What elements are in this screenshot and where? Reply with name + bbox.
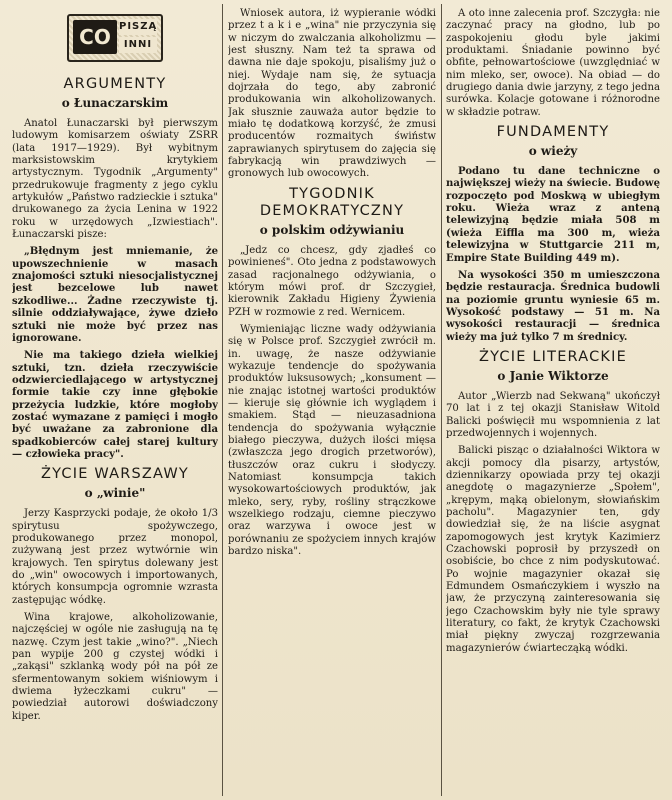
column-rule [222, 4, 223, 796]
section-subtitle-fundamenty: o wieży [528, 144, 578, 159]
column-rule [441, 4, 442, 796]
section-subtitle-zycie-literackie: o Janie Wiktorze [497, 368, 609, 383]
article-paragraph: Na wysokości 350 m umieszczona będzie restauracja. Średnica budowli na poziomie gruntu wyniesie 65 m. Wysokość podstawy — 51 m. Na wysokości restauracji — średnica wieży ma już tylko 7 m średnicy. [446, 269, 660, 343]
logo-pisza: PISZĄ [119, 19, 157, 35]
section-title-argumenty: ARGUMENTY [63, 76, 167, 92]
column-1 [12, 8, 218, 796]
section-subtitle-argumenty: o Łunaczarskim [61, 96, 169, 110]
article-paragraph: „Błędnym jest mniemanie, że upowszechnienie w masach znajomości sztuki niesocjalistycznej jest bezcelowe lub nawet szkodliwe... Żadne rzeczywiste tj. silnie oddziaływające, żywe dzieło sztuki nie może być przez nas ignorowane. [12, 246, 218, 344]
section-title-tygodnik: TYGODNIK DEMOKRATYCZNY [259, 185, 405, 219]
section-title-fundamenty: FUNDAMENTY [496, 124, 610, 141]
section-subtitle-zycie-warszawy: o „winie" [84, 486, 146, 501]
article-paragraph: Wina krajowe, alkoholizowanie, najczęściej w ogóle nie zasługują na tę nazwę. Czym jest takie „wino?". „Niech pan wypije 200 g czystej wódki i „zakąsi" szklanką wody pół na pół ze sfermentowanym sokiem wiśniowym i dwiema łyżeczkami cukru" — powiedział autorowi doświadczony kiper. [12, 612, 218, 722]
column-2 [228, 8, 436, 796]
article-paragraph: „Jedz co chcesz, gdy zjadłeś co powinieneś". Oto jedna z podstawowych zasad racjonalnego odżywiania, o którym mówi prof. dr Szczygieł, kierownik Zakładu Higieny Żywienia PZH w rozmowie z red. Wernicem. [228, 244, 436, 318]
article-paragraph: Nie ma takiego dzieła wielkiej sztuki, tzn. dzieła rzeczywiście odzwierciedlającego w artystycznej formie takie czy inne głębokie przeżycia ludzkie, które mogłoby zostać wymazane z pamięci i mogło być uważane za zabronione dla spadkobierców całej starej kultury — człowieka pracy". [12, 350, 218, 460]
section-title-zycie-literackie: ŻYCIE LITERACKIE [479, 348, 627, 365]
logo-co: CO [73, 20, 117, 54]
article-paragraph: Wniosek autora, iż wypieranie wódki przez t a k i e „wina" nie przyczynia się w niczym do zwalczania alkoholizmu — jest słuszny. Nam też ta sprawa od dawna nie daje spokoju, pisaliśmy już o niej. Wydaje nam się, że sytuacja dojrzała do tego, aby zabronić produkowania win alkoholizowanych. Jak słusznie zauważa autor będzie to miało tę dodatkową korzyść, że zmusi producentów rozmaitych świństw zaprawianych spirytusem do zajęcia się fabrykacją win prawdziwych — gronowych lub owocowych. [228, 8, 436, 180]
article-paragraph: Autor „Wierzb nad Sekwaną" ukończył 70 lat i z tej okazji Stanisław Witold Balicki poświęcił mu wspomnienia z lat przedwojennych i wojennych. [446, 390, 660, 439]
article-paragraph: Wymieniając liczne wady odżywiania się w Polsce prof. Szczygieł zwrócił m. in. uwagę, że nasze odżywianie wykazuje tendencje do spożywania produktów luksusowych; „konsument — nie znając istotnej wartości produktów — kieruje się głównie ich wyglądem i smakiem. Stąd — nieuzasadniona tendencja do spożywania wyłącznie białego pieczywa, dużych ilości mięsa (zwłaszcza jego drogich przetworów), tłuszczów oraz cukru i słodyczy. Natomiast konsumpcja takich wysokowartościowych produktów, jak mleko, sery, ryby, rośliny strączkowe wszelkiego rodzaju, ciemne pieczywo oraz warzywa i owoce jest w porównaniu ze spożyciem innych krajów bardzo niska". [228, 323, 436, 558]
column-logo [67, 14, 163, 62]
article-paragraph: Balicki pisząc o działalności Wiktora w akcji pomocy dla pisarzy, artystów, dziennikarzy opowiada przy tej okazji anegdotę o magazynierze „Społem", „krępym, mąką obielonym, słowiańskim pacholu". Magazynier ten, gdy dowiedział się, że na liście asygnat zapomogowych jest krytyk Kazimierz Czachowski poprosił by przyszedł on osobiście, bo chce z nim podyskutować. Po wojnie magazynier okazał się Edmundem Osmańczykiem i wyszło na jaw, że przyczyną zainteresowania się jego Czachowskim były nie tyle sprawy literatury, co fakt, że krytyk Czachowski miał piękny zwyczaj rozgrzewania magazynierów ćwiartecząką wódki. [446, 445, 660, 654]
article-paragraph: Podano tu dane techniczne o największej wieży na świecie. Budowę rozpoczęto pod Moskwą w ubiegłym roku. Wieża wraz z anteną telewizyjną będzie miała 508 m (wieża Eiffla ma 300 m, wieża telewizyjna w Stuttgarcie 211 m, Empire State Building 449 m). [446, 166, 660, 264]
section-title-zycie-warszawy: ŻYCIE WARSZAWY [41, 466, 189, 483]
article-paragraph: Jerzy Kasprzycki podaje, że około 1/3 spirytusu spożywczego, produkowanego przez monopol, zużywaną jest przez wytwórnie win krajowych. Ten spirytus dolewany jest do „win" owocowych i importowanych, których konsumpcja ogromnie wzrasta zastępując wódkę. [12, 508, 218, 606]
article-paragraph: A oto inne zalecenia prof. Szczygła: nie zaczynać pracy na głodno, lub po zaspokojeniu głodu byle jakimi produktami. Śniadanie powinno być obfite, pełnowartościowe (uwzględniać w nim mleko, ser, owoce). Na obiad — do drugiego dania dwie jarzyny, z tego jedna surówka. Kolacje gotowane i różnorodne w składzie potraw. [446, 8, 660, 118]
article-paragraph: Anatol Łunaczarski był pierwszym ludowym komisarzem oświaty ZSRR (lata 1917—1929). Był wybitnym marksistowskim krytykiem artystycznym. Tygodnik „Argumenty" przedrukowuje fragmenty z jego cyklu artykułów „Państwo radzieckie i sztuka" drukowanego za życia Lenina w 1922 roku w urzędowych „Izwiestiach". Łunaczarski pisze: [12, 118, 218, 241]
column-3 [446, 8, 660, 796]
section-subtitle-tygodnik: o polskim odżywianiu [259, 222, 405, 237]
logo-inni: INNI [119, 37, 157, 53]
